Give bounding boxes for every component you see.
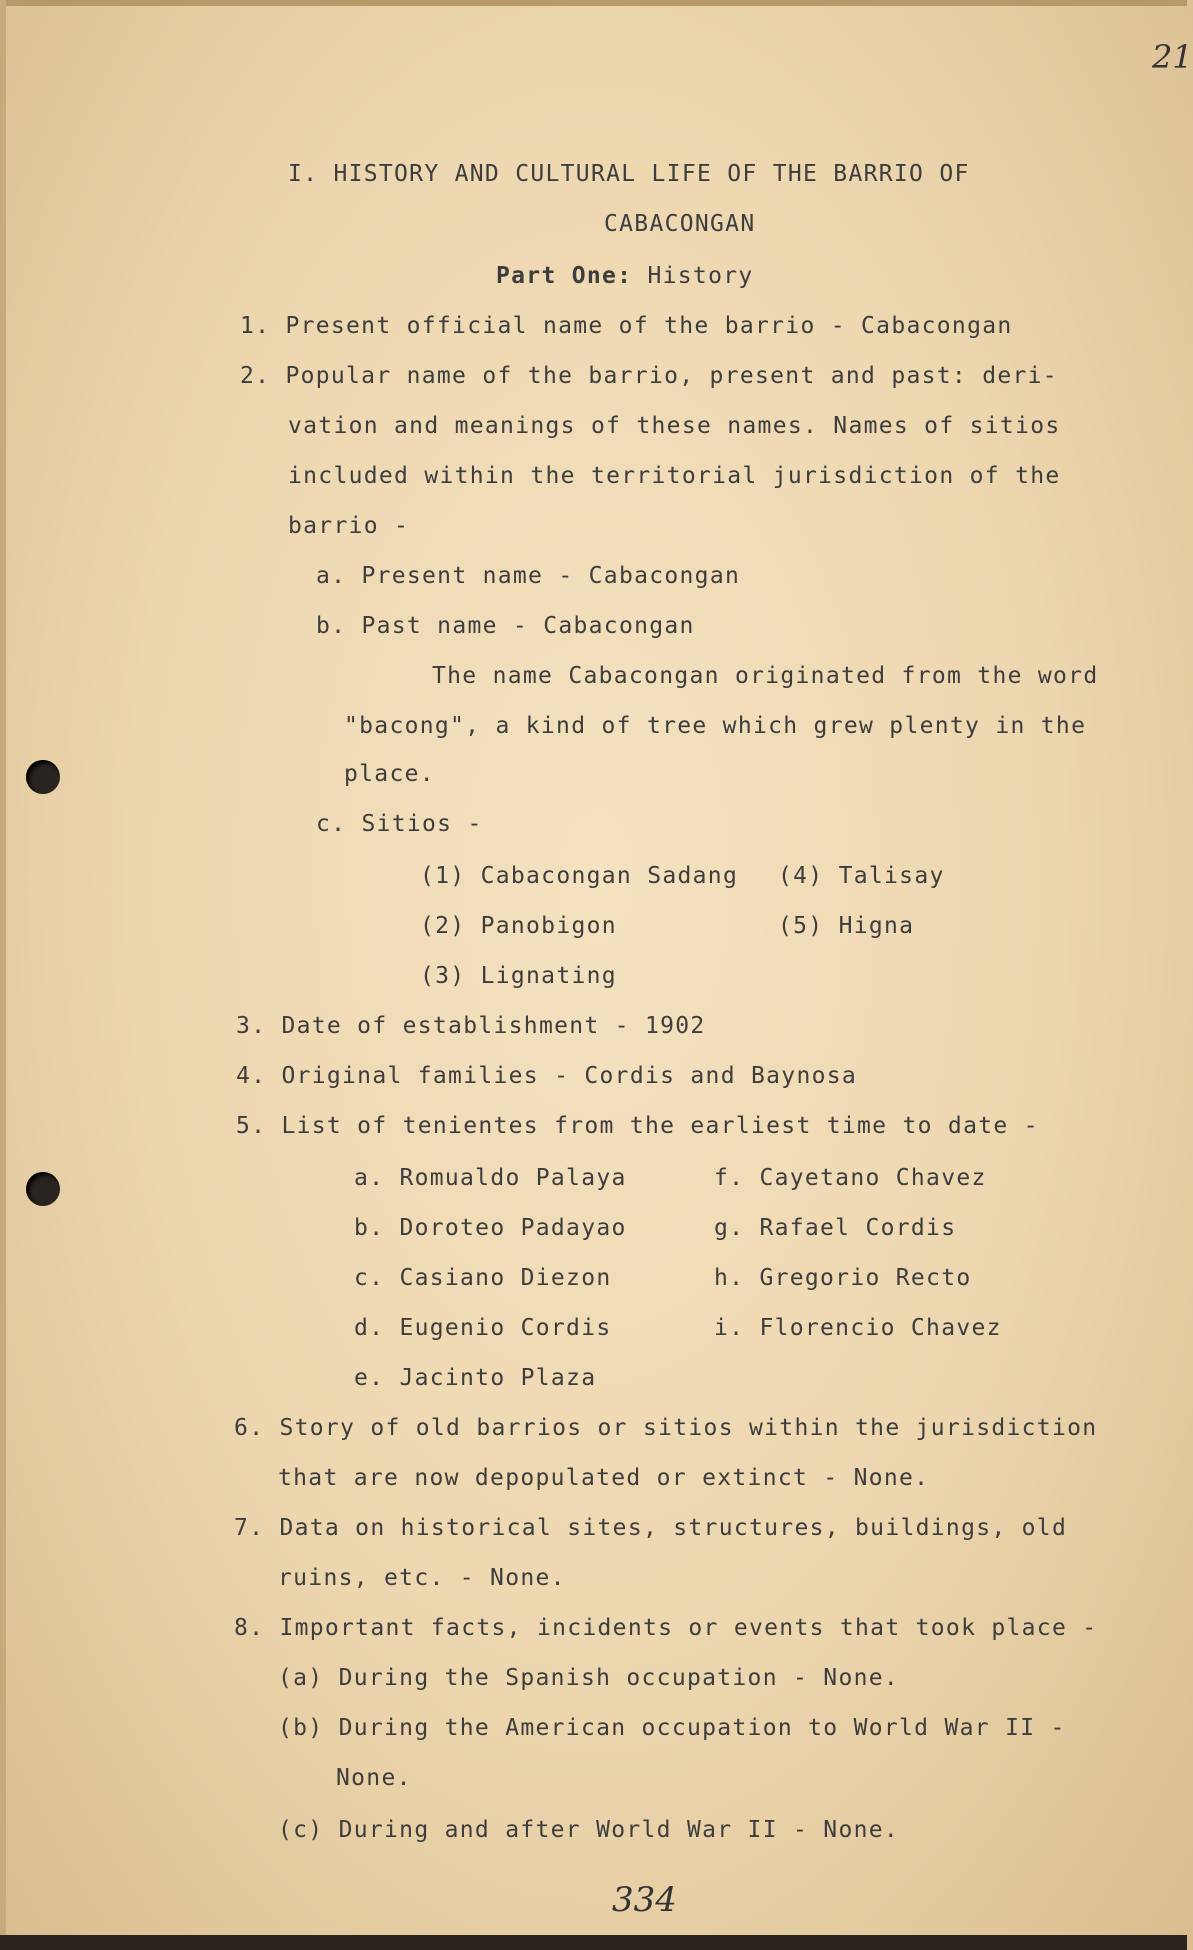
item-3: 3. Date of establishment - 1902 xyxy=(236,1013,706,1039)
item-8b-line-1: (b) During the American occupation to World War II - xyxy=(278,1715,1066,1741)
item-8a: (a) During the Spanish occupation - None. xyxy=(278,1665,900,1691)
origin-line-2: "bacong", a kind of tree which grew plenty in the xyxy=(344,713,1087,739)
sitio-item: (5) Higna xyxy=(778,913,915,939)
teniente-item: h. Gregorio Recto xyxy=(714,1265,972,1291)
sitio-item: (1) Cabacongan Sadang xyxy=(420,863,739,889)
sitio-item: (2) Panobigon xyxy=(420,913,617,939)
item-4: 4. Original families - Cordis and Baynosa xyxy=(236,1063,858,1089)
teniente-item: d. Eugenio Cordis xyxy=(354,1315,612,1341)
item-8: 8. Important facts, incidents or events that took place - xyxy=(234,1615,1098,1641)
teniente-item: c. Casiano Diezon xyxy=(354,1265,612,1291)
teniente-item: a. Romualdo Palaya xyxy=(354,1165,627,1191)
sitio-item: (3) Lignating xyxy=(420,963,617,989)
item-2-line-1: 2. Popular name of the barrio, present and past: deri- xyxy=(240,363,1058,389)
part-heading xyxy=(496,262,754,290)
part-title: History xyxy=(647,263,754,289)
item-2c: c. Sitios - xyxy=(316,811,483,837)
item-2a: a. Present name - Cabacongan xyxy=(316,563,741,589)
page-edge-top xyxy=(0,0,1187,6)
document-title: I. HISTORY AND CULTURAL LIFE OF THE BARRIO OF xyxy=(288,161,970,187)
item-1: 1. Present official name of the barrio - Cabacongan xyxy=(240,313,1013,339)
page-number: 21 xyxy=(1152,38,1193,76)
teniente-item: g. Rafael Cordis xyxy=(714,1215,957,1241)
item-8b-line-2: None. xyxy=(336,1765,412,1791)
item-5: 5. List of tenientes from the earliest time to date - xyxy=(236,1113,1039,1139)
item-2-line-4: barrio - xyxy=(288,513,410,539)
teniente-item: e. Jacinto Plaza xyxy=(354,1365,597,1391)
teniente-item: b. Doroteo Padayao xyxy=(354,1215,627,1241)
part-label: Part One: xyxy=(496,263,633,289)
item-6-line-1: 6. Story of old barrios or sitios within the jurisdiction xyxy=(234,1415,1098,1441)
document-title-barrio: CABACONGAN xyxy=(604,211,756,237)
origin-line-1: The name Cabacongan originated from the word xyxy=(432,663,1099,689)
item-6-line-2: that are now depopulated or extinct - None. xyxy=(278,1465,930,1491)
stamp-number: 334 xyxy=(612,1880,677,1920)
item-7-line-2: ruins, etc. - None. xyxy=(278,1565,566,1591)
item-2-line-2: vation and meanings of these names. Names of sitios xyxy=(288,413,1061,439)
item-2-line-3: included within the territorial jurisdiction of the xyxy=(288,463,1061,489)
teniente-item: i. Florencio Chavez xyxy=(714,1315,1002,1341)
teniente-item: f. Cayetano Chavez xyxy=(714,1165,987,1191)
item-2b: b. Past name - Cabacongan xyxy=(316,613,695,639)
page-edge-bottom xyxy=(0,1935,1187,1950)
sitio-item: (4) Talisay xyxy=(778,863,945,889)
item-7-line-1: 7. Data on historical sites, structures, buildings, old xyxy=(234,1515,1068,1541)
binder-hole-bottom xyxy=(26,1172,60,1206)
binder-hole-top xyxy=(26,760,60,794)
origin-line-3: place. xyxy=(344,761,435,787)
page-edge-left xyxy=(0,0,6,1935)
item-8c: (c) During and after World War II - None. xyxy=(278,1817,900,1843)
